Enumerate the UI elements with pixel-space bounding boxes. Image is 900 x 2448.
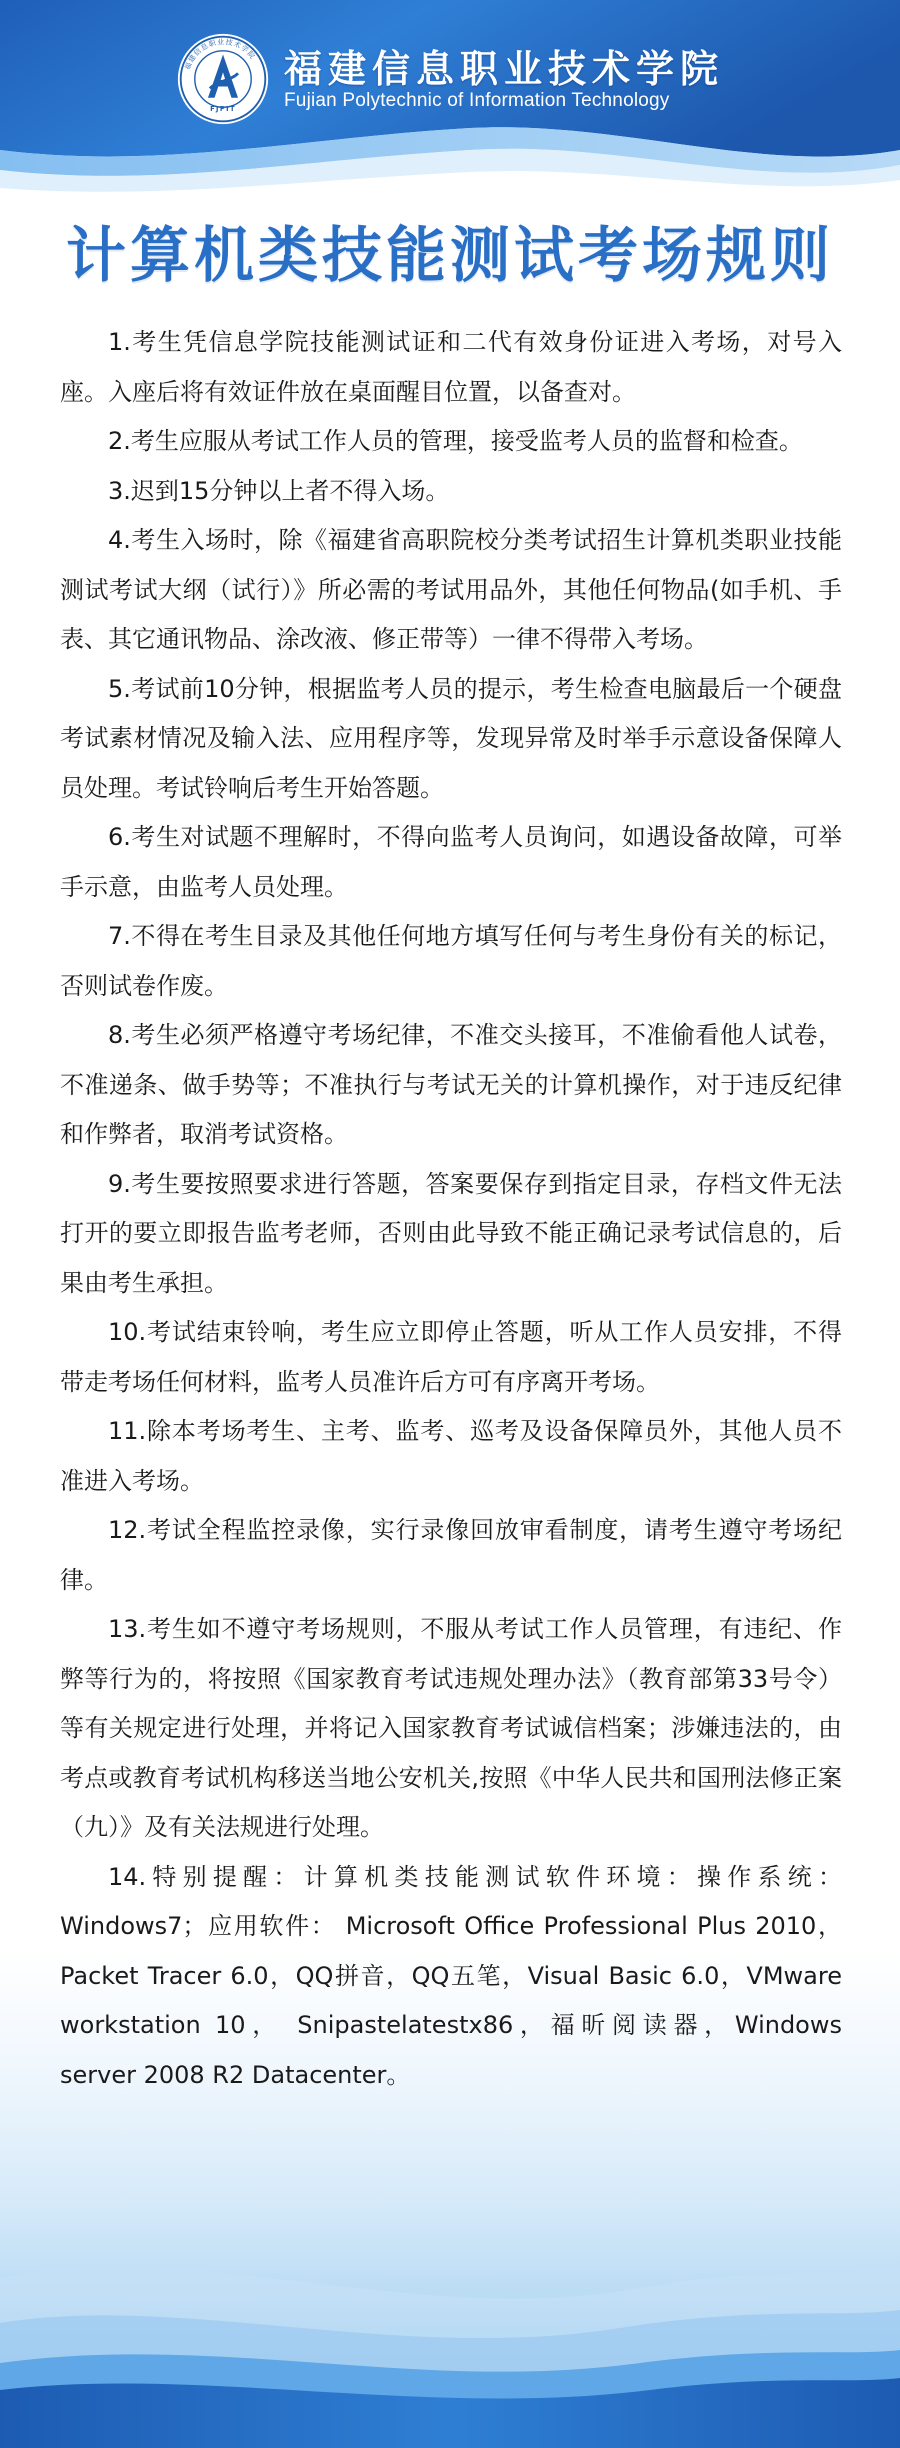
school-emblem-icon [176,32,270,126]
rule-item: 8.考生必须严格遵守考场纪律，不准交头接耳，不准偷看他人试卷，不准递条、做手势等；不准执行与考试无关的计算机操作，对于违反纪律和作弊者，取消考试资格。 [60,1021,842,1148]
rule-item: 10.考试结束铃响，考生应立即停止答题，听从工作人员安排，不得带走考场任何材料，监考人员准许后方可有序离开考场。 [60,1318,842,1396]
rule-item: 5.考试前10分钟，根据监考人员的提示，考生检查电脑最后一个硬盘考试素材情况及输入法、应用程序等，发现异常及时举手示意设备保障人员处理。考试铃响后考生开始答题。 [60,674,842,802]
school-name-english: Fujian Polytechnic of Information Technology [284,90,670,111]
rule-item: 3.迟到15分钟以上者不得入场。 [108,476,450,505]
rule-item: 14.特别提醒：计算机类技能测试软件环境：操作系统：Windows7；应用软件： Microsoft Office Professional Plus 2010， Packet Tracer 6.0，QQ拼音，QQ五笔，Visual Basic 6.0，VMware workstation 10， Snipastelatestx86，福昕阅读器，Windows server 2008 R2 Datacenter。 [60,1862,842,2089]
rule-item: 6.考生对试题不理解时，不得向监考人员询问，如遇设备故障，可举手示意，由监考人员处理。 [60,823,842,901]
rule-item: 2.考生应服从考试工作人员的管理，接受监考人员的监督和检查。 [108,427,803,455]
footer-wave-decoration [0,2128,900,2448]
footer-wave-background [0,2128,900,2448]
rule-item: 11.除本考场考生、主考、监考、巡考及设备保障员外，其他人员不准进入考场。 [60,1417,842,1495]
emblem-ring-text: 福建信息职业技术学院 [182,37,258,71]
rule-item: 1.考生凭信息学院技能测试证和二代有效身份证进入考场，对号入座。入座后将有效证件放在桌面醒目位置，以备查对。 [60,328,842,406]
rules-list [60,318,842,2100]
emblem-monogram: FJPIT [210,104,236,113]
school-name-chinese: 福建信息职业技术学院 [284,46,725,91]
rule-item: 13.考生如不遵守考场规则，不服从考试工作人员管理，有违纪、作弊等行为的，将按照《国家教育考试违规处理办法》（教育部第33号令）等有关规定进行处理，并将记入国家教育考试诚信档案；涉嫌违法的，由考点或教育考试机构移送当地公安机关,按照《中华人民共和国刑法修正案（九）》及有关法规进行处理。 [60,1615,842,1841]
rule-item: 9.考生要按照要求进行答题，答案要保存到指定目录，存档文件无法打开的要立即报告监考老师，否则由此导致不能正确记录考试信息的，后果由考生承担。 [60,1169,842,1297]
rule-item: 12.考试全程监控录像，实行录像回放审看制度，请考生遵守考场纪律。 [60,1516,842,1594]
page-title: 计算机类技能测试考场规则 [66,221,834,291]
rule-item: 4.考生入场时，除《福建省高职院校分类考试招生计算机类职业技能测试考试大纲（试行）》所必需的考试用品外，其他任何物品(如手机、手表、其它通讯物品、涂改液、修正带等）一律不得带入考场。 [60,526,842,653]
header-banner [0,0,900,200]
rule-item: 7.不得在考生目录及其他任何地方填写任何与考生身份有关的标记，否则试卷作废。 [60,922,842,1000]
